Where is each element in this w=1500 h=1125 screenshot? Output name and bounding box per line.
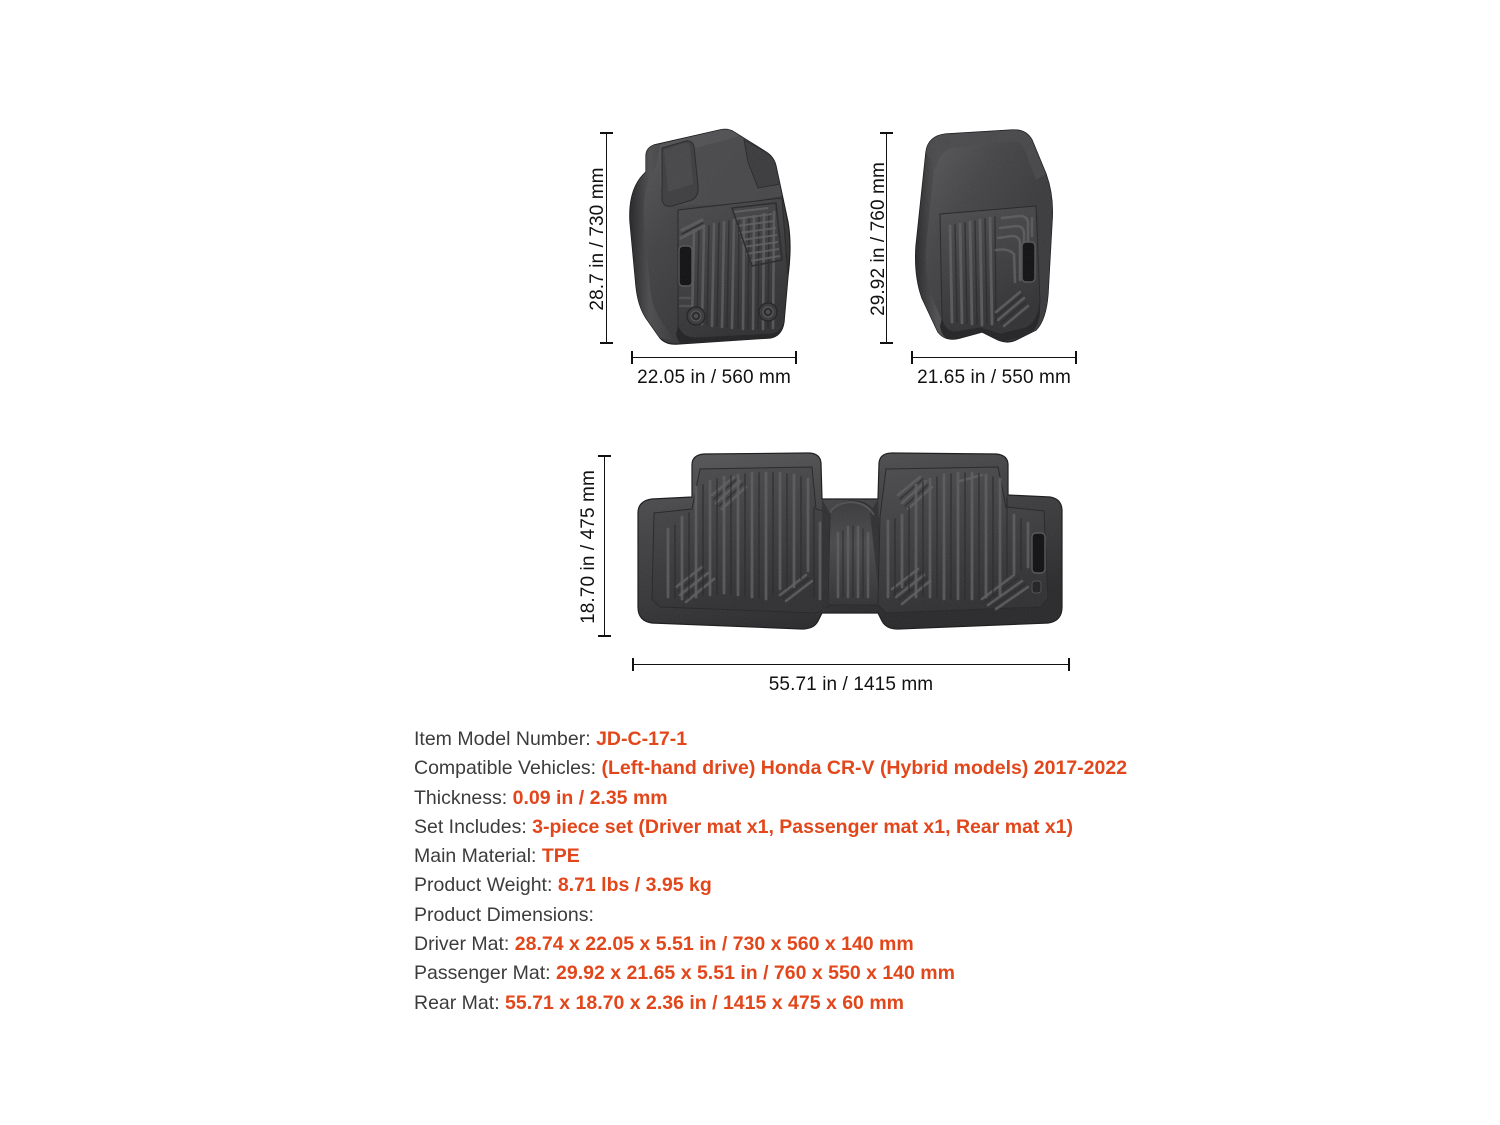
spec-row-compatible-vehicles (414, 754, 1414, 783)
passenger-mat-width-dimension-line (911, 357, 1077, 358)
spec-label: Compatible Vehicles: (414, 757, 597, 780)
product-specifications (414, 725, 1414, 1018)
driver-mat-image (616, 126, 798, 348)
spec-value: 28.74 x 22.05 x 5.51 in / 730 x 560 x 140 mm (514, 933, 914, 956)
spec-label: Item Model Number: (414, 728, 591, 750)
spec-row-driver-mat-dimensions (414, 930, 1414, 959)
spec-row-thickness (414, 784, 1414, 813)
spec-label: Thickness: (414, 786, 508, 809)
spec-row-product-dimensions-heading (414, 901, 1414, 930)
spec-value: 3-piece set (Driver mat x1, Passenger mat x1, Rear mat x1) (532, 815, 1074, 838)
spec-value: JD-C-17-1 (596, 728, 688, 750)
spec-row-main-material (414, 842, 1414, 871)
spec-value: (Left-hand drive) Honda CR-V (Hybrid models) 2017-2022 (601, 757, 1128, 780)
spec-label: Product Weight: (414, 874, 553, 897)
spec-value: 0.09 in / 2.35 mm (512, 786, 668, 809)
spec-row-product-weight (414, 871, 1414, 900)
rear-mat-width-label: 55.71 in / 1415 mm (768, 674, 934, 695)
spec-row-set-includes (414, 813, 1414, 842)
rear-mat-width-dimension-line (632, 664, 1070, 665)
passenger-mat-width-label: 21.65 in / 550 mm (917, 367, 1071, 388)
spec-value: 55.71 x 18.70 x 2.36 in / 1415 x 475 x 60 mm (505, 991, 905, 1014)
passenger-mat-image (896, 126, 1062, 348)
spec-label: Main Material: (414, 845, 537, 868)
rear-mat-height-label: 18.70 in / 475 mm (578, 470, 599, 624)
spec-value: 8.71 lbs / 3.95 kg (557, 874, 712, 897)
spec-label: Passenger Mat: (414, 962, 551, 985)
driver-mat-width-label: 22.05 in / 560 mm (637, 367, 791, 388)
spec-row-rear-mat-dimensions (414, 989, 1414, 1018)
passenger-mat-height-label: 29.92 in / 760 mm (868, 162, 889, 316)
spec-value: 29.92 x 21.65 x 5.51 in / 760 x 550 x 140 mm (556, 962, 955, 985)
spec-label: Set Includes: (414, 815, 527, 838)
driver-mat-height-label: 28.7 in / 730 mm (587, 167, 608, 311)
spec-row-passenger-mat-dimensions (414, 959, 1414, 988)
rear-mat-image (630, 447, 1070, 645)
spec-label: Driver Mat: (414, 933, 510, 956)
spec-label: Rear Mat: (414, 991, 500, 1014)
spec-label: Product Dimensions: (414, 903, 594, 926)
spec-value: TPE (541, 845, 580, 868)
driver-mat-width-dimension-line (631, 357, 797, 358)
rear-mat-height-dimension-line (604, 455, 605, 637)
spec-row-item-model-number (414, 725, 1414, 754)
